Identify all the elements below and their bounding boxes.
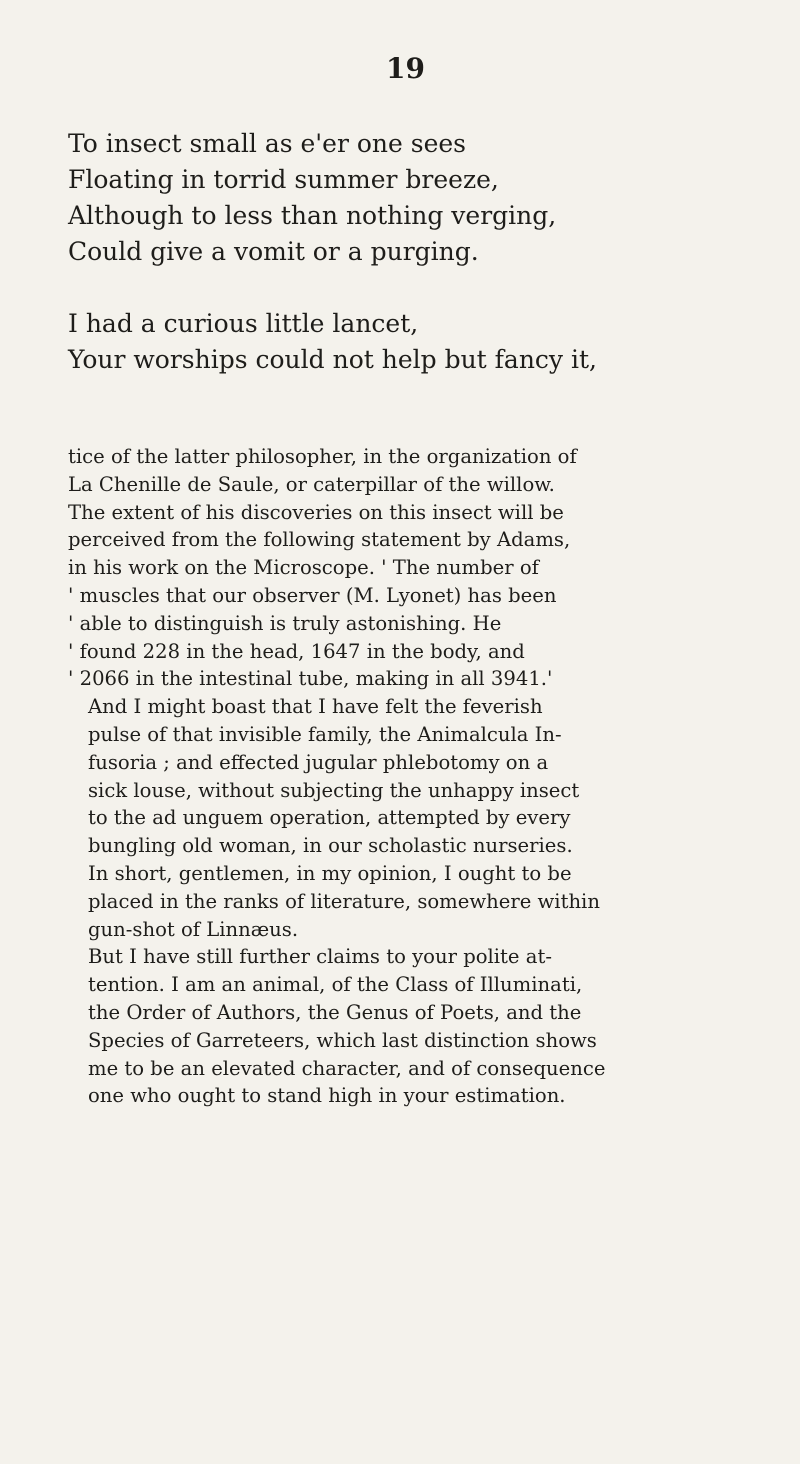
prose-line: pulse of that invisible family, the Animalcula In- — [88, 722, 562, 746]
verse-line: I had a curious little lancet, — [68, 309, 419, 338]
prose-line: ' able to distinguish is truly astonishing. He — [68, 611, 502, 635]
prose-line: me to be an elevated character, and of consequence — [88, 1056, 606, 1080]
poem-stanza-1 — [68, 126, 556, 270]
prose-line: placed in the ranks of literature, somewhere within — [88, 889, 600, 913]
page-number: 19 — [386, 52, 425, 85]
verse-line: Could give a vomit or a purging. — [68, 237, 479, 266]
prose-line: ' 2066 in the intestinal tube, making in all 3941.' — [68, 667, 553, 691]
prose-line: fusoria ; and effected jugular phlebotomy on a — [88, 750, 549, 774]
prose-paragraph-2 — [68, 693, 734, 943]
prose-line: ' muscles that our observer (M. Lyonet) has been — [68, 583, 557, 607]
prose-line: perceived from the following statement by Adams, — [68, 528, 571, 552]
verse-line: To insect small as e'er one sees — [68, 129, 467, 158]
prose-line: And I might boast that I have felt the feverish — [88, 695, 543, 719]
prose-paragraph-1 — [68, 443, 734, 693]
prose-paragraph-3 — [68, 943, 734, 1110]
poem-stanza-2 — [68, 306, 597, 378]
prose-line: La Chenille de Saule, or caterpillar of the willow. — [68, 472, 555, 496]
prose-line: to the ad unguem operation, attempted by every — [88, 806, 571, 830]
prose-line: sick louse, without subjecting the unhappy insect — [88, 778, 580, 802]
verse-line: Your worships could not help but fancy it, — [68, 345, 597, 374]
prose-line: The extent of his discoveries on this insect will be — [68, 500, 564, 524]
prose-line: Species of Garreteers, which last distinction shows — [88, 1028, 597, 1052]
prose-line: the Order of Authors, the Genus of Poets, and the — [88, 1000, 582, 1024]
prose-line: in his work on the Microscope. ' The number of — [68, 556, 539, 580]
verse-line: Although to less than nothing verging, — [68, 201, 557, 230]
prose-line: one who ought to stand high in your estimation. — [88, 1084, 566, 1108]
prose-line: In short, gentlemen, in my opinion, I ought to be — [88, 861, 572, 885]
prose-body — [68, 443, 734, 1110]
prose-line: But I have still further claims to your polite at- — [88, 945, 552, 969]
prose-line: tention. I am an animal, of the Class of Illuminati, — [88, 973, 583, 997]
prose-line: ' found 228 in the head, 1647 in the body, and — [68, 639, 525, 663]
prose-line: bungling old woman, in our scholastic nurseries. — [88, 834, 573, 858]
prose-line: tice of the latter philosopher, in the organization of — [68, 445, 577, 468]
verse-line: Floating in torrid summer breeze, — [68, 165, 499, 194]
prose-line: gun-shot of Linnæus. — [88, 917, 299, 941]
